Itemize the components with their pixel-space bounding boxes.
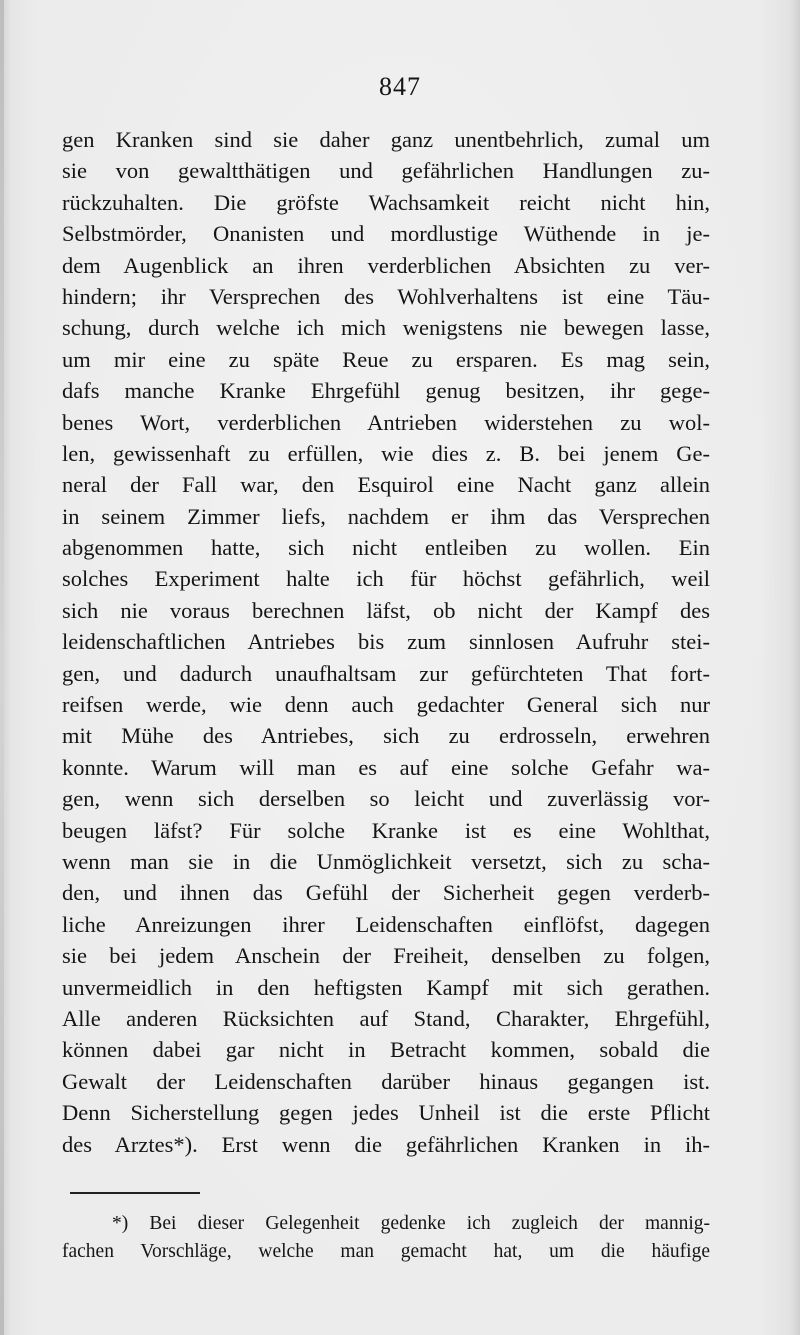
text-line: gen, wenn sich derselben so leicht und zuverlässig vor- [62,786,710,812]
text-line: hindern; ihr Versprechen des Wohlverhaltens ist eine Täu- [62,283,710,309]
text-line: um mir eine zu späte Reue zu ersparen. Es mag sein, [62,346,710,372]
text-line: abgenommen hatte, sich nicht entleiben zu wollen. Ein [62,535,710,561]
text-line: neral der Fall war, den Esquirol eine Nacht ganz allein [62,472,710,498]
text-line: gen, und dadurch unaufhaltsam zur gefürchteten That fort- [62,660,710,686]
footnote-line: fachen Vorschläge, welche man gemacht hat, um die häufige [62,1241,710,1262]
text-line: den, und ihnen das Gefühl der Sicherheit gegen verderb- [62,880,710,906]
text-line: konnte. Warum will man es auf eine solche Gefahr wa- [62,754,710,780]
footnote-rule [70,1192,200,1194]
footnote-line: *) Bei dieser Gelegenheit gedenke ich zugleich der mannig- [112,1213,710,1234]
text-line: in seinem Zimmer liefs, nachdem er ihm das Versprechen [62,503,710,529]
text-line: sie bei jedem Anschein der Freiheit, denselben zu folgen, [62,943,710,969]
text-line: dem Augenblick an ihren verderblichen Absichten zu ver- [62,252,710,278]
text-line: len, gewissenhaft zu erfüllen, wie dies z. B. bei jenem Ge- [62,440,710,466]
text-line: unvermeidlich in den heftigsten Kampf mit sich gerathen. [62,974,710,1000]
text-line: des Arztes*). Erst wenn die gefährlichen Kranken in ih- [62,1131,710,1157]
text-line: leidenschaftlichen Antriebes bis zum sinnlosen Aufruhr stei- [62,629,710,655]
text-line: sie von gewaltthätigen und gefährlichen Handlungen zu- [62,158,710,184]
text-line: beugen läfst? Für solche Kranke ist es eine Wohlthat, [62,817,710,843]
text-line: gen Kranken sind sie daher ganz unentbehrlich, zumal um [62,127,710,152]
text-line: Alle anderen Rücksichten auf Stand, Charakter, Ehrgefühl, [62,1005,710,1031]
text-line: solches Experiment halte ich für höchst gefährlich, weil [62,566,710,592]
text-line: dafs manche Kranke Ehrgefühl genug besitzen, ihr gege- [62,378,710,404]
page-number: 847 [379,72,421,101]
text-line: mit Mühe des Antriebes, sich zu erdrosseln, erwehren [62,723,710,749]
text-line: Selbstmörder, Onanisten und mordlustige Wüthende in je- [62,221,710,247]
text-line: liche Anreizungen ihrer Leidenschaften einflöfst, dagegen [62,911,710,937]
page-edge [0,0,4,1335]
text-line: wenn man sie in die Unmöglichkeit versetzt, sich zu scha- [62,848,710,874]
text-line: reifsen werde, wie denn auch gedachter General sich nur [62,692,710,718]
text-line: benes Wort, verderblichen Antrieben widerstehen zu wol- [62,409,710,435]
footnote [62,1210,710,1266]
body-text [62,124,710,1160]
text-line: schung, durch welche ich mich wenigstens nie bewegen lasse, [62,315,710,341]
text-line: sich nie voraus berechnen läfst, ob nicht der Kampf des [62,597,710,623]
text-line: Denn Sicherstellung gegen jedes Unheil ist die erste Pflicht [62,1100,710,1126]
text-line: können dabei gar nicht in Betracht kommen, sobald die [62,1037,710,1063]
text-line: rückzuhalten. Die gröfste Wachsamkeit reicht nicht hin, [62,189,710,215]
text-line: Gewalt der Leidenschaften darüber hinaus gegangen ist. [62,1068,710,1094]
